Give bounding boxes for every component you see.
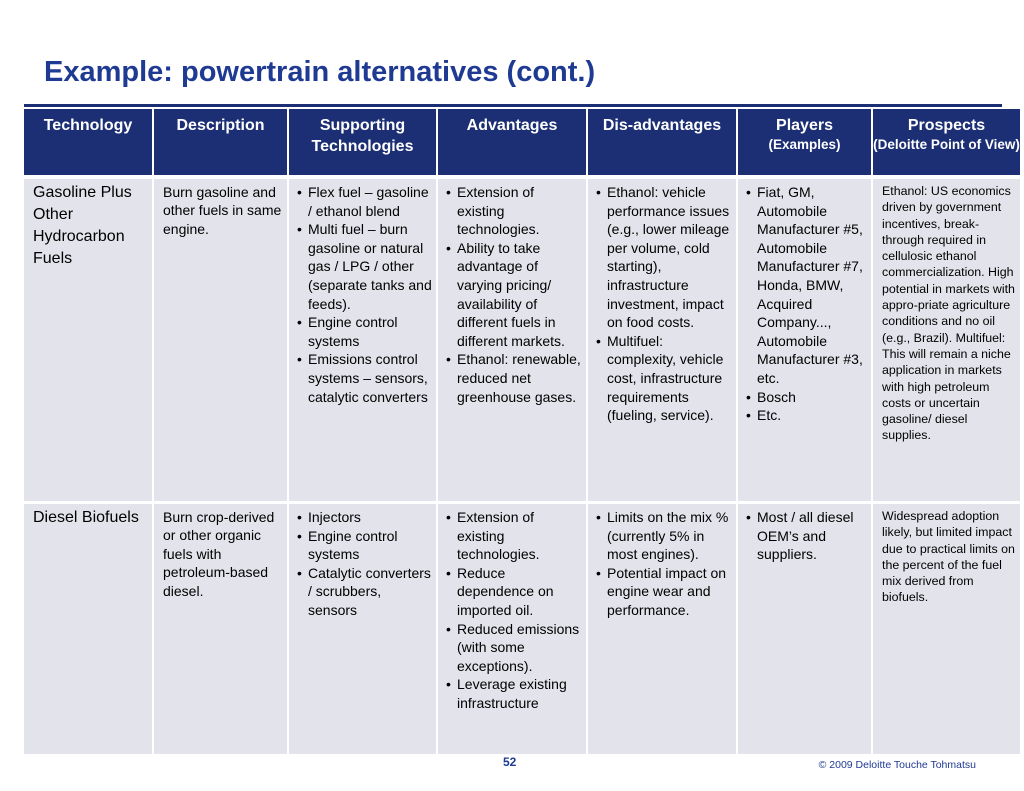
row2-players (738, 504, 871, 754)
list-item: • Limits on the mix % (currently 5% in most engines). (595, 508, 732, 564)
list-item: • Emissions control systems – sensors, catalytic converters (296, 350, 432, 406)
list-item: • Most / all diesel OEM’s and suppliers. (745, 508, 867, 564)
copyright-notice: © 2009 Deloitte Touche Tohmatsu (818, 759, 976, 771)
list-item: • Ability to take advantage of varying pricing/ availability of different fuels in different markets. (445, 239, 582, 351)
header-supporting-technologies: Supporting Technologies (289, 109, 436, 175)
list-item: • Bosch (745, 388, 867, 407)
list-item: • Potential impact on engine wear and performance. (595, 564, 732, 620)
title-underline (24, 104, 1002, 107)
page-number: 52 (503, 755, 517, 769)
row1-disadvantages (588, 179, 736, 501)
list-item: • Catalytic converters / scrubbers, sensors (296, 564, 432, 620)
row1-prospects: Ethanol: US economics driven by government incentives, break-through required in cellulosic ethanol commercialization. High potential in markets with appro-priate agriculture conditions and no oil (e.g., Brazil). Multifuel: This will remain a niche application in markets with high petroleum costs or uncertain gasoline/ diesel supplies. (873, 179, 1020, 501)
row1-players (738, 179, 871, 501)
list-item: • Engine control systems (296, 313, 432, 350)
row1-supporting (289, 179, 436, 501)
header-technology: Technology (24, 109, 152, 175)
comparison-table (24, 109, 1020, 754)
row1-technology: Gasoline Plus Other Hydrocarbon Fuels (24, 179, 152, 501)
list-item: • Multi fuel – burn gasoline or natural gas / LPG / other (separate tanks and feeds). (296, 220, 432, 313)
row2-technology: Diesel Biofuels (24, 504, 152, 754)
list-item: • Reduced emissions (with some exceptions). (445, 620, 582, 676)
list-item: • Reduce dependence on imported oil. (445, 564, 582, 620)
header-advantages: Advantages (438, 109, 586, 175)
list-item: • Multifuel: complexity, vehicle cost, infrastructure requirements (fueling, service). (595, 332, 732, 425)
list-item: • Extension of existing technologies. (445, 508, 582, 564)
header-prospects: Prospects (Deloitte Point of View) (873, 109, 1020, 175)
row1-advantages (438, 179, 586, 501)
list-item: • Fiat, GM, Automobile Manufacturer #5, Automobile Manufacturer #7, Honda, BMW, Acquired Company..., Automobile Manufacturer #3, etc. (745, 183, 867, 388)
list-item: • Extension of existing technologies. (445, 183, 582, 239)
row2-supporting (289, 504, 436, 754)
row2-description: Burn crop-derived or other organic fuels with petroleum-based diesel. (154, 504, 287, 754)
list-item: • Ethanol: vehicle performance issues (e.g., lower mileage per volume, cold starting), infrastructure investment, impact on food costs. (595, 183, 732, 332)
list-item: • Leverage existing infrastructure (445, 675, 582, 712)
page-title: Example: powertrain alternatives (cont.) (44, 56, 596, 88)
header-disadvantages: Dis-advantages (588, 109, 736, 175)
list-item: • Flex fuel – gasoline / ethanol blend (296, 183, 432, 220)
list-item: • Etc. (745, 406, 867, 425)
header-description: Description (154, 109, 287, 175)
row2-disadvantages (588, 504, 736, 754)
header-players: Players (Examples) (738, 109, 871, 175)
list-item: • Ethanol: renewable, reduced net greenhouse gases. (445, 350, 582, 406)
row1-description: Burn gasoline and other fuels in same engine. (154, 179, 287, 501)
row2-advantages (438, 504, 586, 754)
row2-prospects: Widespread adoption likely, but limited impact due to practical limits on the percent of the fuel mix derived from biofuels. (873, 504, 1020, 754)
list-item: • Engine control systems (296, 527, 432, 564)
list-item: • Injectors (296, 508, 432, 527)
